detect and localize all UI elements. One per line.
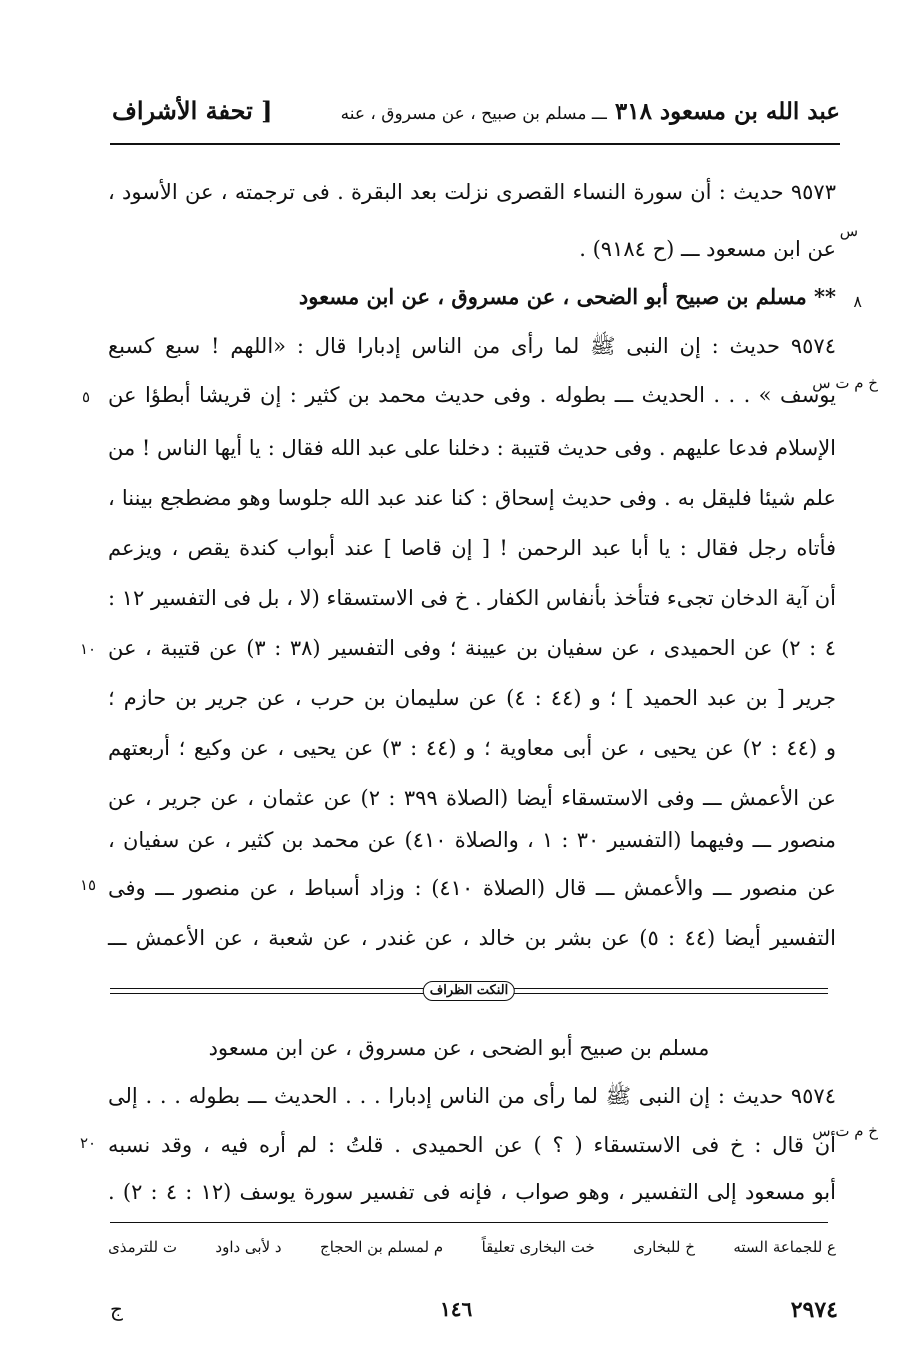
hadith-9574-sigla: خ م ت س	[812, 374, 878, 392]
line-number-10: ١٠	[80, 640, 97, 658]
section-number: ٨	[853, 292, 862, 311]
hadith-9574-line-4: علم شيئا فليقل به . وفى حديث إسحاق : كنا عند عبد الله جلوسا وهو مضطجع بيننا ،	[108, 486, 836, 510]
running-header	[341, 98, 840, 125]
signature-mark: ج	[110, 1297, 123, 1321]
section-heading: ** مسلم بن صبيح أبو الضحى ، عن مسروق ، عن ابن مسعود	[298, 284, 836, 309]
abbrev-key: خ للبخارى	[633, 1238, 695, 1256]
line-number-15: ١٥	[80, 876, 97, 894]
nukat-line-1: ٩٥٧٤ حديث : إن النبى ﷺ لما رأى من الناس إدبارا . . . الحديث ـــ بطوله . . . إلى	[108, 1084, 836, 1108]
abbrev-key: د لأبى داود	[215, 1238, 282, 1256]
hadith-9574-line-6: أن آية الدخان تجىء فتأخذ بأنفاس الكفار . خ فى الاستسقاء (لا ، بل فى التفسير ١٢ :	[108, 586, 836, 610]
header-subtitle: ـــ مسلم بن صبيح ، عن مسروق ، عنه	[340, 104, 607, 124]
hadith-9574-line-13: التفسير أيضا (٤٤ : ٥) عن بشر بن خالد ، عن غندر ، عن شعبة ، عن الأعمش ـــ	[108, 926, 836, 950]
entry-9573-line-1: ٩٥٧٣ حديث : أن سورة النساء القصرى نزلت بعد البقرة . فى ترجمته ، عن الأسود ،	[108, 180, 836, 204]
hadith-9574-line-3: الإسلام فدعا عليهم . وفى حديث قتيبة : دخلنا على عبد الله فقال : يا أيها الناس ! من	[108, 436, 836, 460]
abbrev-key: ع للجماعة السته	[733, 1238, 836, 1256]
hadith-9574-line-2: يوسف » . . . الحديث ـــ بطوله . وفى حديث محمد بن كثير : إن قريشا أبطؤا عن	[108, 383, 836, 407]
folio-number: ٢٩٧٤	[790, 1297, 838, 1323]
page-number: ١٤٦	[440, 1297, 473, 1321]
divider-label: النكت الظراف	[423, 981, 515, 1001]
nukat-divider	[110, 985, 828, 999]
book-title: [ تحفة الأشراف	[112, 96, 273, 125]
hadith-9574-line-9: و (٤٤ : ٢) عن يحيى ، عن أبى معاوية ؛ و (٤٤ : ٣) عن يحيى ، عن وكيع ؛ أربعتهم	[108, 736, 836, 760]
hadith-9574-line-11: منصور ـــ وفيهما (التفسير ٣٠ : ١ ، والصلاة ٤١٠) عن محمد بن كثير ، عن سفيان ،	[108, 828, 836, 852]
hadith-9574-line-10: عن الأعمش ـــ وفى الاستسقاء أيضا (الصلاة ٣٩٩ : ٢) عن عثمان ، عن جرير ، عن	[108, 786, 836, 810]
nukat-line-2: أن قال : خ فى الاستسقاء ( ؟ ) عن الحميدى . قلتُ : لم أره فيه ، وقد نسبه	[108, 1133, 836, 1157]
hadith-9574-line-7: ٤ : ٢) عن الحميدى ، عن سفيان بن عيينة ؛ وفى التفسير (٣٨ : ٣) عن قتيبة ، عن	[108, 636, 836, 660]
hadith-9574-line-1: ٩٥٧٤ حديث : إن النبى ﷺ لما رأى من الناس إدبارا قال : «اللهم ! سبع كسبع	[108, 334, 836, 358]
header-rule	[110, 143, 840, 145]
abbrev-key: م لمسلم بن الحجاج	[320, 1238, 444, 1256]
line-number-20: ٢٠	[80, 1134, 97, 1152]
line-number-5: ٥	[82, 388, 91, 406]
nukat-title: مسلم بن صبيح أبو الضحى ، عن مسروق ، عن ابن مسعود	[208, 1036, 710, 1060]
header-title: عبد الله بن مسعود ٣١٨	[614, 98, 840, 125]
entry-9573-sigla: س	[839, 222, 858, 240]
abbrev-key: ت للترمذى	[108, 1238, 177, 1256]
abbrev-key: خت البخارى تعليقاً	[481, 1238, 595, 1256]
footnote-abbreviations	[108, 1238, 836, 1256]
entry-9573-line-2: عن ابن مسعود ـــ (ح ٩١٨٤) .	[579, 237, 836, 261]
hadith-9574-line-8: جرير [ بن عبد الحميد ] ؛ و (٤٤ : ٤) عن سليمان بن حرب ، عن جرير بن حازم ؛	[108, 686, 836, 710]
footnote-rule	[110, 1222, 828, 1223]
hadith-9574-line-5: فأتاه رجل فقال : يا أبا عبد الرحمن ! [ إن قاصا ] عند أبواب كندة يقص ، ويزعم	[108, 536, 836, 560]
nukat-line-3: أبو مسعود إلى التفسير ، وهو صواب ، فإنه فى تفسير سورة يوسف (١٢ : ٤ : ٢) .	[108, 1180, 836, 1204]
nukat-sigla: خ م ت س	[812, 1122, 878, 1140]
hadith-9574-line-12: عن منصور ـــ والأعمش ـــ قال (الصلاة ٤١٠) : وزاد أسباط ، عن منصور ـــ وفى	[108, 876, 836, 900]
